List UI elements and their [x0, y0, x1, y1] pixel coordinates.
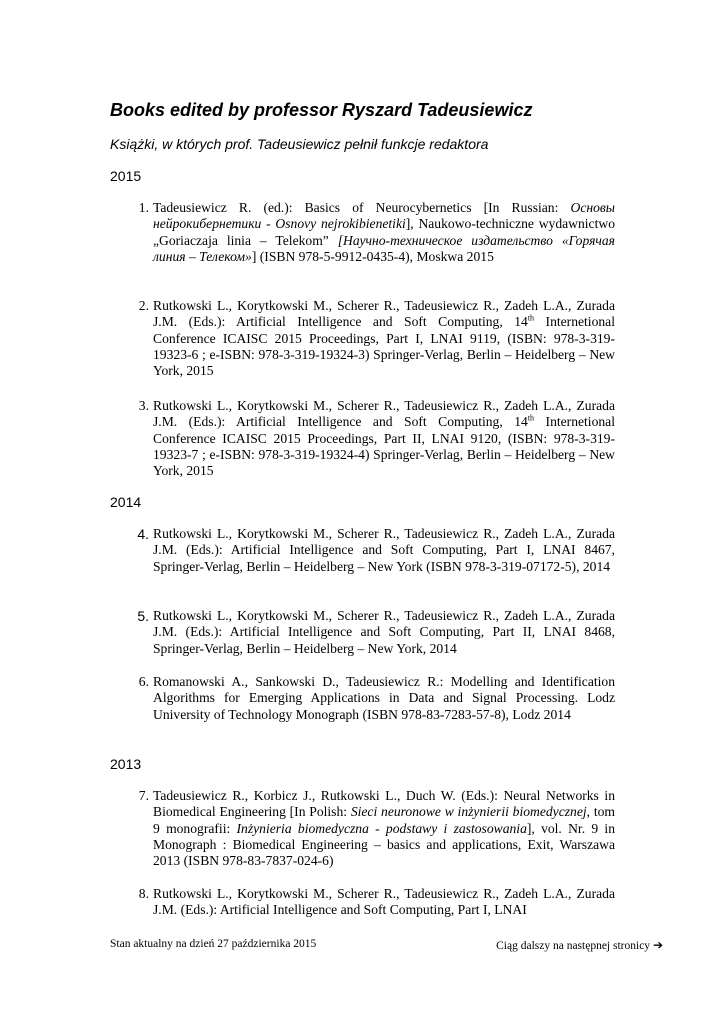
continued-label: Ciąg dalszy na następnej stronicy — [496, 940, 651, 952]
list-item — [125, 788, 615, 869]
list-item — [125, 200, 615, 265]
item-number: 6. — [138, 674, 149, 689]
page-title: Books edited by professor Ryszard Tadeusiewicz — [110, 100, 533, 120]
item-text: Rutkowski L., Korytkowski M., Scherer R., Tadeusiewicz R., Zadeh L.A., Zurada J.M. (Eds.): Artificial Intelligence and Soft Computing, Part I, LNAI — [153, 886, 615, 918]
list-item — [125, 886, 615, 919]
item-text: Rutkowski L., Korytkowski M., Scherer R., Tadeusiewicz R., Zadeh L.A., Zurada J.M. (Eds.): Artificial Intelligence and Soft Computing, Part II, LNAI 8468, Springer-Verlag, Berlin – Heidelberg – New York, 2014 — [153, 608, 615, 656]
item-number: 1. — [138, 200, 149, 215]
list-item — [125, 526, 615, 575]
list-item — [125, 398, 615, 479]
item-number: 2. — [138, 298, 149, 313]
list-item — [125, 674, 615, 723]
item-text: Romanowski A., Sankowski D., Tadeusiewicz R.: Modelling and Identification Algorithms for Emerging Applications in Data and Signal Processing. Lodz University of Technology Monograph (ISBN 978-83-7283-57-8), Lodz 2014 — [153, 674, 615, 722]
item-number: 3. — [138, 398, 149, 413]
list-item — [125, 608, 615, 657]
item-number: 8. — [138, 886, 149, 901]
year-heading-2014: 2014 — [110, 494, 142, 510]
list-item — [125, 298, 615, 379]
item-text: Rutkowski L., Korytkowski M., Scherer R., Tadeusiewicz R., Zadeh L.A., Zurada J.M. (Eds.): Artificial Intelligence and Soft Computing, 14th Internetional Conference ICAISC 2015 Proceedings, Part I, LNAI 9119, (ISBN: 978-3-319-19323-6 ; e-ISBN: 978-3-319-19324-3) Springer-Verlag, Berlin – Heidelberg – New York, 2015 — [153, 298, 615, 379]
item-number: 7. — [138, 788, 149, 803]
footer-status: Stan aktualny na dzień 27 października 2015 — [110, 938, 317, 950]
item-text: Tadeusiewicz R., Korbicz J., Rutkowski L., Duch W. (Eds.): Neural Networks in Biomedical Engineering [In Polish: Sieci neuronowe w inżynierii biomedycznej, tom 9 monografii: Inżynieria biomedyczna - podstawy i zastosowania], vol. Nr. 9 in Monograph : Biomedical Engineering – basics and applications, Exit, Warszawa 2013 (ISBN 978-83-7837-024-6) — [153, 788, 615, 869]
item-text: Tadeusiewicz R. (ed.): Basics of Neurocybernetics [In Russian: Основы нейрокибернетики - Osnovy nejrokibienetiki], Naukowo-techniczne wydawnictwo „Goriaczaja linia – Telekom” [Научно-техническое издательство «Горячая линия – Телеком»] (ISBN 978-5-9912-0435-4), Moskwa 2015 — [153, 200, 615, 264]
arrow-right-icon: ➔ — [652, 938, 663, 952]
item-text: Rutkowski L., Korytkowski M., Scherer R., Tadeusiewicz R., Zadeh L.A., Zurada J.M. (Eds.): Artificial Intelligence and Soft Computing, 14th Internetional Conference ICAISC 2015 Proceedings, Part II, LNAI 9120, (ISBN: 978-3-319-19323-7 ; e-ISBN: 978-3-319-19324-4) Springer-Verlag, Berlin – Heidelberg – New York, 2015 — [153, 398, 615, 479]
year-heading-2013: 2013 — [110, 756, 142, 772]
year-heading-2015: 2015 — [110, 168, 142, 184]
page-subtitle: Książki, w których prof. Tadeusiewicz pełnił funkcje redaktora — [110, 136, 489, 152]
item-text: Rutkowski L., Korytkowski M., Scherer R., Tadeusiewicz R., Zadeh L.A., Zurada J.M. (Eds.): Artificial Intelligence and Soft Computing, Part I, LNAI 8467, Springer-Verlag, Berlin – Heidelberg – New York (ISBN 978-3-319-07172-5), 2014 — [153, 526, 615, 574]
footer-continued — [496, 938, 663, 952]
item-number: 4. — [137, 526, 149, 542]
item-number: 5. — [137, 608, 149, 624]
